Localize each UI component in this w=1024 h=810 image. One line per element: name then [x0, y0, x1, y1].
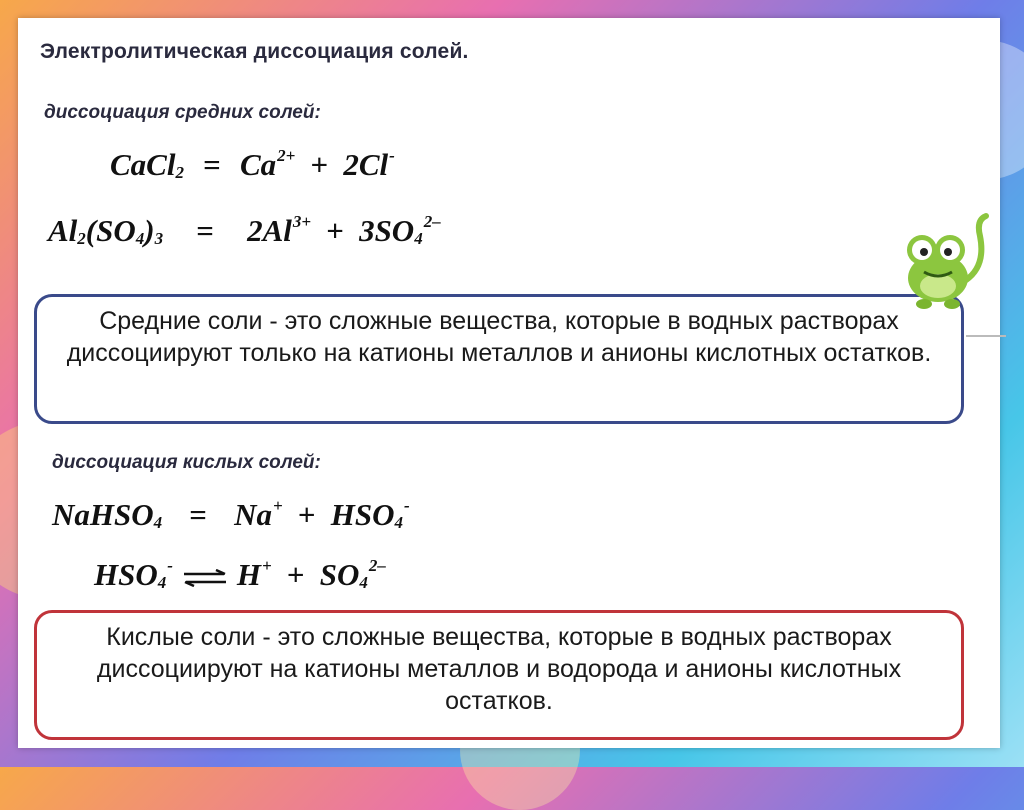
equation-hso4-equilibrium: $HSO_4^-$ $H^+ + SO_4^{2-}$ [94, 556, 386, 592]
plus-sign: + [297, 497, 316, 532]
ion-term: 2Al [247, 213, 292, 248]
equation-nahso4: NaHSO$_4$ = $Na^+ + HSO_4^-$ [52, 496, 410, 532]
frog-mascot-icon [886, 206, 996, 316]
formula-lhs: NaHSO [52, 497, 154, 532]
formula-lhs: CaCl [110, 147, 176, 182]
ion-term: 2Cl [343, 147, 389, 182]
formula-lhs: Al [48, 213, 78, 248]
plus-sign: + [326, 213, 344, 248]
ion-term: 3SO [359, 213, 415, 248]
section-heading-acid-salts: диссоциация кислых солей: [52, 452, 321, 473]
definition-box-acid-salts: Кислые соли - это сложные вещества, которые в водных растворах диссоциируют на катионы металлов и водорода и анионы кислотных остатков. [34, 610, 964, 740]
plus-sign: + [286, 557, 305, 592]
slide-title: Электролитическая диссоциация солей. [40, 40, 469, 63]
formula-lhs: HSO [94, 557, 158, 592]
ion-term: Na [234, 497, 273, 532]
definition-box-middle-salts: Средние соли - это сложные вещества, которые в водных растворах диссоциируют только на катионы металлов и анионы кислотных остатков. [34, 294, 964, 424]
equals-sign: = [196, 213, 214, 248]
ion-term: HSO [330, 497, 395, 532]
equation-cacl2: CaCl$_2$ = $Ca^{2+} + 2Cl^-$ [110, 146, 395, 182]
equation-al2so43: $Al_2(SO_4)_3 = 2Al^{3+} + 3SO_4^{2-}$ [48, 212, 441, 248]
equals-sign: = [189, 497, 207, 532]
plus-sign: + [310, 147, 329, 182]
section-heading-middle-salts: диссоциация средних солей: [44, 102, 321, 123]
ion-term: Ca [239, 147, 277, 182]
equals-sign: = [203, 147, 221, 182]
decorative-line [966, 335, 1006, 337]
equilibrium-arrows-icon [173, 569, 237, 587]
ion-term: H [236, 557, 262, 592]
ion-term: SO [319, 557, 360, 592]
slide-panel [18, 18, 1000, 748]
